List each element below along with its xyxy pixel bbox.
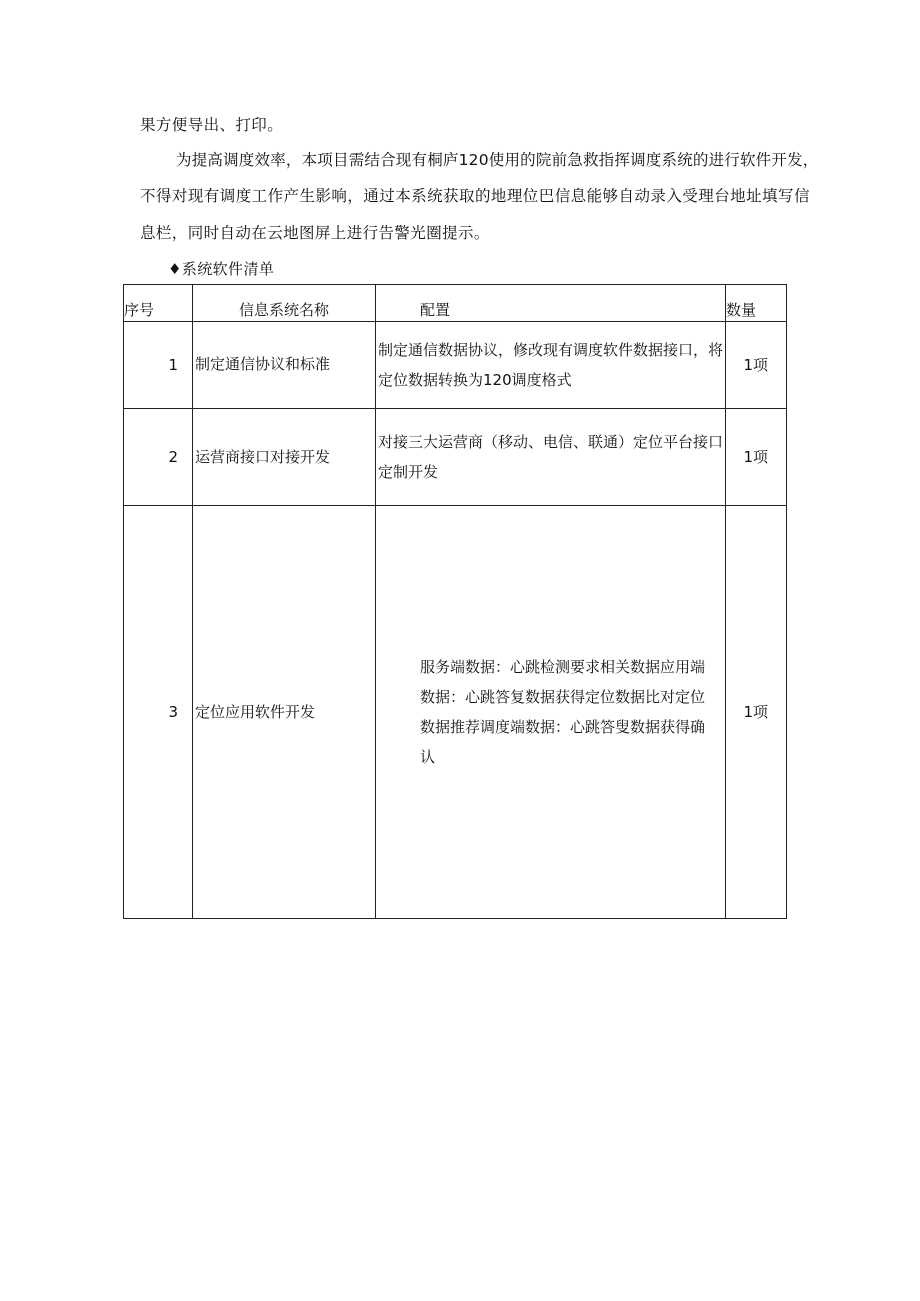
cell-config: 制定通信数据协议，修改现有调度软件数据接口，将定位数据转换为120调度格式: [376, 322, 726, 409]
header-config: 配置: [376, 285, 726, 322]
cell-qty: 1项: [726, 322, 787, 409]
table-row: [124, 506, 787, 919]
header-no: 序号: [124, 285, 193, 322]
header-qty: 数量: [726, 285, 787, 322]
cell-qty: 1项: [726, 506, 787, 919]
cell-config: 服务端数据：心跳检测要求相关数据应用端数据：心跳答复数据获得定位数据比对定位数据推荐调度端数据：心跳答叟数据获得确认: [376, 506, 726, 919]
cell-name: 运营商接口对接开发: [193, 409, 376, 506]
cell-name: 定位应用软件开发: [193, 506, 376, 919]
cell-qty: 1项: [726, 409, 787, 506]
header-name: 信息系统名称: [193, 285, 376, 322]
cell-no: 2: [124, 409, 193, 506]
paragraph-line-3: 不得对现有调度工作产生影响，通过本系统获取的地理位巴信息能够自动录入受理台地址填写信: [140, 187, 810, 205]
software-list-table: [123, 284, 787, 919]
paragraph-line-2: 为提高调度效率，本项目需结合现有桐庐120使用的院前急救指挥调度系统的进行软件开发，: [176, 151, 819, 169]
cell-name-text: 制定通信协议和标准: [195, 355, 331, 374]
table-header-row: [124, 285, 787, 322]
cell-no: 3: [124, 506, 193, 919]
table-caption: ♦系统软件清单: [168, 260, 275, 278]
table-row: [124, 409, 787, 506]
paragraph-line-4: 息栏，同时自动在云地图屏上进行告警光圈提示。: [140, 224, 490, 242]
cell-no: 1: [124, 322, 193, 409]
paragraph-line-1: 果方便导出、打印。: [140, 116, 284, 134]
table-row: [124, 322, 787, 409]
cell-name: [193, 322, 376, 409]
cell-config: 对接三大运营商（移动、电信、联通）定位平台接口定制开发: [376, 409, 726, 506]
